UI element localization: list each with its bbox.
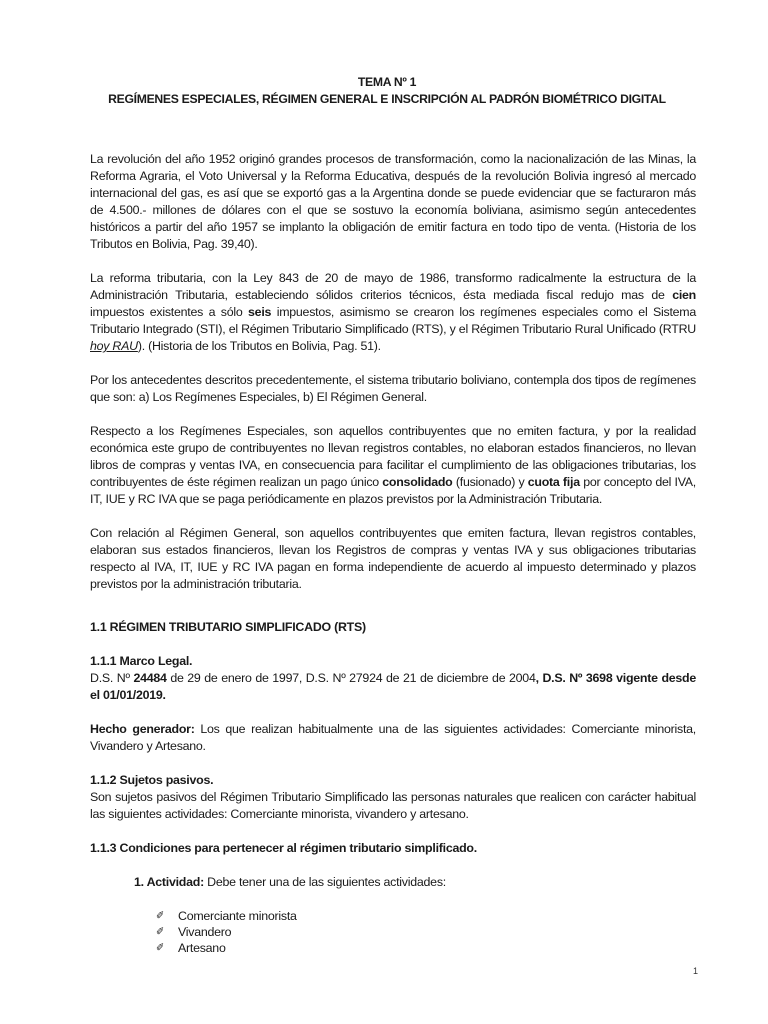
list-item xyxy=(156,940,696,956)
section-heading-rts: 1.1 RÉGIMEN TRIBUTARIO SIMPLIFICADO (RTS) xyxy=(90,620,366,634)
pencil-bullet-icon: ✐ xyxy=(156,926,165,938)
text-run: impuestos existentes a sólo xyxy=(90,305,249,319)
paragraph-marco-legal xyxy=(90,670,696,704)
bold-seis: seis xyxy=(248,305,272,319)
tema-number: TEMA Nº 1 xyxy=(357,75,417,89)
document-title: REGÍMENES ESPECIALES, RÉGIMEN GENERAL E INSCRIPCIÓN AL PADRÓN BIOMÉTRICO DIGITAL xyxy=(108,92,666,106)
subsection-marco-legal: 1.1.1 Marco Legal. xyxy=(90,654,193,668)
paragraph-sujetos-pasivos: Son sujetos pasivos del Régimen Tributario Simplificado las personas naturales que realicen con carácter habitual las siguientes actividades: Comerciante minorista, vivandero y artesano. xyxy=(90,790,696,821)
list-item-label: Artesano xyxy=(178,941,226,955)
bold-24484: 24484 xyxy=(133,671,167,685)
paragraph-hecho-generador xyxy=(90,721,696,755)
text-run: D.S. Nº xyxy=(90,671,134,685)
list-item xyxy=(156,908,696,924)
paragraph-regimen-general: Con relación al Régimen General, son aquellos contribuyentes que emiten factura, llevan registros contables, elaboran sus estados financieros, llevan los Registros de compras y ventas IVA y sus obligaciones tributarias respecto al IVA, IT, IUE y RC IVA pagan en forma independiente de acuerdo al impuesto determinado y plazos previstos por la administración tributaria. xyxy=(90,526,696,591)
text-run: impuestos, asimismo se crearon los regímenes especiales como el Sistema Tributario Integrado (STI), el Régimen Tributario Simplificado (RTS), y el Régimen Tributario Rural Unificado (RTRU xyxy=(90,305,696,336)
list-item xyxy=(156,924,696,940)
text-run: Respecto a los Regímenes Especiales, son aquellos contribuyentes que no emiten factura, y por la realidad económica este grupo de contribuyentes no llevan registros contables, no elaboran estados financieros, no llevan libros de compras y ventas IVA, en consecuencia para facilitar el cumplimiento de las obligaciones tributarias, los contribuyentes de éste régimen realizan un pago único xyxy=(90,424,696,489)
text-run: por concepto del IVA, IT, IUE y RC IVA que se paga periódicamente en plazos previstos por la Administración Tributaria. xyxy=(90,475,696,506)
list-item-label: Comerciante minorista xyxy=(178,909,297,923)
bold-consolidado: consolidado xyxy=(382,475,453,489)
item-actividad xyxy=(90,874,696,891)
label-actividad: 1. Actividad: xyxy=(134,875,204,889)
underlined-hoy-rau: hoy RAU xyxy=(90,339,138,353)
label-hecho-generador: Hecho generador: xyxy=(90,722,195,736)
bold-cien: cien xyxy=(672,288,696,302)
document-header xyxy=(78,74,696,108)
paragraph-antecedentes: Por los antecedentes descritos precedentemente, el sistema tributario boliviano, contempla dos tipos de regímenes que son: a) Los Regímenes Especiales, b) El Régimen General. xyxy=(90,373,696,404)
text-run: La reforma tributaria, con la Ley 843 de 20 de mayo de 1986, transformo radicalmente la estructura de la Administración Tributaria, estableciendo sólidos criterios técnicos, ésta mediada fiscal redujo mas de xyxy=(90,271,696,302)
pencil-bullet-icon: ✐ xyxy=(156,942,165,954)
text-run: de 29 de enero de 1997, D.S. Nº 27924 de 21 de diciembre de 2004 xyxy=(166,671,536,685)
list-item-label: Vivandero xyxy=(178,925,232,939)
paragraph-reforma xyxy=(90,270,696,355)
page-number: 1 xyxy=(692,966,698,976)
text-run: Debe tener una de las siguientes actividades: xyxy=(203,875,446,889)
text-run: Los que realizan habitualmente una de las siguientes actividades: Comerciante minorista, Vivandero y Artesano. xyxy=(90,722,696,753)
text-run: (fusionado) y xyxy=(452,475,528,489)
pencil-bullet-icon: ✐ xyxy=(156,910,165,922)
bold-ds-3698: , D.S. Nº 3698 vigente desde el 01/01/2019. xyxy=(90,671,696,702)
paragraph-regimenes-especiales xyxy=(90,423,696,508)
text-run: ). (Historia de los Tributos en Bolivia, Pag. 51). xyxy=(137,339,381,353)
bold-cuota-fija: cuota fija xyxy=(527,475,580,489)
subsection-sujetos-pasivos: 1.1.2 Sujetos pasivos. xyxy=(90,773,214,787)
activities-list xyxy=(90,908,696,956)
paragraph-revolucion: La revolución del año 1952 originó grandes procesos de transformación, como la nacionalización de las Minas, la Reforma Agraria, el Voto Universal y la Reforma Educativa, después de la revolución Bolivia ingresó al mercado internacional del gas, es así que se exportó gas a la Argentina donde se puede evidenciar que se facturaron más de 4.500.- millones de dólares con el que se sostuvo la economía boliviana, asimismo según antecedentes históricos a partir del año 1957 se implanto la obligación de emitir factura en todo tipo de venta. (Historia de los Tributos en Bolivia, Pag. 39,40). xyxy=(90,152,696,251)
subsection-condiciones: 1.1.3 Condiciones para pertenecer al régimen tributario simplificado. xyxy=(90,841,477,855)
